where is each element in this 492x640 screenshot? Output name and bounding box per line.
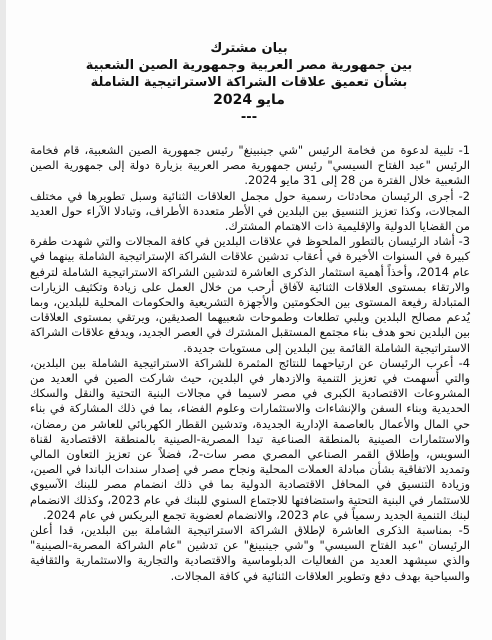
document-header — [26, 40, 472, 126]
paragraph-2: 2- أجرى الرئيسان محادثات رسمية حول مجمل العلاقات الثنائية وسبل تطويرها في مختلف المجالات، وكذا تعزيز التنسيق بين البلدين في الأطر متعددة الأطراف، وتبادلا الآراء حول العديد من القضايا الدولية والإقليمية ذات الاهتمام المشترك. — [30, 188, 470, 234]
statement-subject: بشأن تعميق علاقات الشراكة الاستراتيجية الشاملة — [90, 75, 408, 90]
paragraph-1: 1- تلبية لدعوة من فخامة الرئيس "شي جينبينغ" رئيس جمهورية الصين الشعبية، قام فخامة الرئيس "عبد الفتاح السيسي" رئيس جمهورية مصر العربية بزيارة دولة إلى جمهورية الصين الشعبية خلال الفترة من 28 إلى 31 مايو 2024. — [30, 143, 470, 188]
paragraph-3: 3- أشاد الرئيسان بالتطور الملحوظ في علاقات البلدين في كافة المجالات والتي شهدت طفرة كبيرة في السنوات الأخيرة في أعقاب تدشين علاقات الشراكة الإستراتيجية الشاملة بينهما في عام 2014، وأخذاً أهمية استثمار الذكرى العاشرة لتدشين الشراكة الاستراتيجية الشاملة لترفيع والارتقاء بمستوى العلاقات الثنائية لآفاق أرحب من خلال العمل على زيادة وتكثيف الزيارات المتبادلة رفيعة المستوى بين الحكومتين والأجهزة التشريعية والحكومات المحلية للبلدين، وبما يُدعم مصالح البلدين ويلبي تطلعات وطموحات شعبيهما الصديقين، ويرتقي بمستوى العلاقات بين البلدين نحو هدف بناء مجتمع المستقبل المشترك في العصر الجديد، ويدفع علاقات الشراكة الاستراتيجية الشاملة القائمة بين البلدين إلى مستويات جديدة. — [30, 234, 470, 355]
statement-date: مايو 2024 — [213, 92, 285, 108]
statement-title: بيان مشترك — [210, 41, 288, 56]
paragraph-5: 5- بمناسبة الذكرى العاشرة لإطلاق الشراكة الاستراتيجية الشاملة بين البلدين، قدا أعلن الرئيسان "عبد الفتاح السيسي" و"شي جينبينغ" عن تدشين "عام الشراكة المصرية-الصينية" والذي سيشهد العديد من الفعاليات الدبلوماسية والاقتصادية والتجارية والاستثمارية والثقافية والسياحية بهدف دفع وتطوير العلاقات الثنائية في كافة المجالات. — [30, 523, 470, 583]
header-separator: --- — [240, 110, 258, 125]
statement-parties: بين جمهورية مصر العربية وجمهورية الصين الشعبية — [85, 58, 413, 73]
document-body — [30, 143, 470, 584]
paragraph-4: 4- أعرب الرئيسان عن ارتياحهما للنتائج المثمرة للشراكة الاستراتيجية الشاملة بين البلدين، والتي أسهمت في تعزيز التنمية والازدهار في البلدين، حيث شاركت الصين في العديد من المشروعات الاقتصادية الكبرى في مصر لاسيما في مجالات البنية التحتية والنقل والسكك الحديدية وبناء السفن والإنشاءات والاستثمارات وعلوم الفضاء، بما في ذلك المشاركة في بناء حي المال والأعمال بالعاصمة الإدارية الجديدة، وتدشين القطار الكهربائي للعاشر من رمضان، والاستثمارات الصينية بالمنطقة الصناعية تيدا المصرية-الصينية بالمنطقة الاقتصادية لقناة السويس، وإطلاق القمر الصناعي المصري مصر سات-2، فضلاً عن تعزيز التعاون المالي وتمديد الاتفاقية بشأن مبادلة العملات المحلية ونجاح مصر في إصدار سندات الباندا في الصين، وزيادة التنسيق في المحافل الاقتصادية الدولية بما في ذلك انضمام مصر للبنك الآسيوي للاستثمار في البنية التحتية واستضافتها للاجتماع السنوي للبنك في عام 2023، وكذلك الانضمام لبنك التنمية الجديد رسمياً في عام 2023، والانضمام لعضوية تجمع البريكس في عام 2024. — [30, 355, 470, 522]
